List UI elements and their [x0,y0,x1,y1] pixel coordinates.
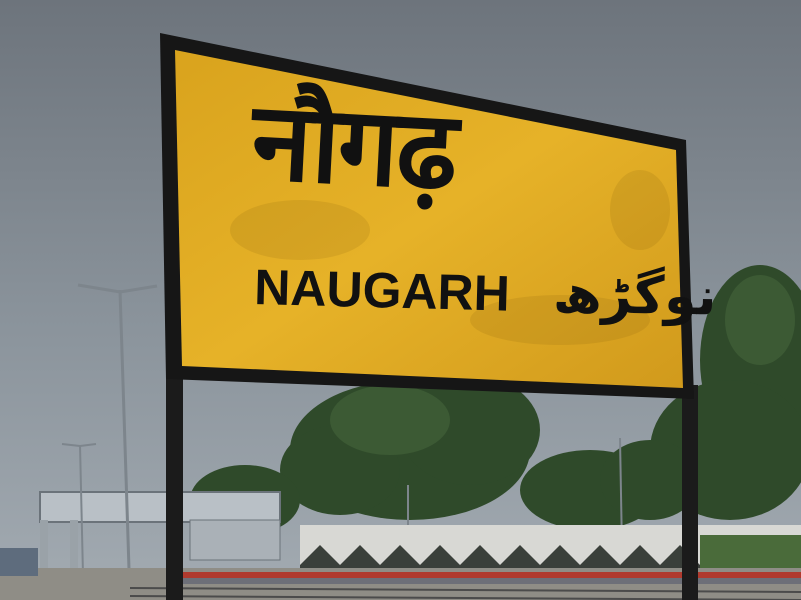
station-name-urdu: نوگڑھ [552,264,717,328]
boundary-wall [300,525,801,572]
station-name-hindi: नौगढ़ [248,79,459,215]
station-name-english: NAUGARH [253,259,511,322]
train [0,548,38,576]
